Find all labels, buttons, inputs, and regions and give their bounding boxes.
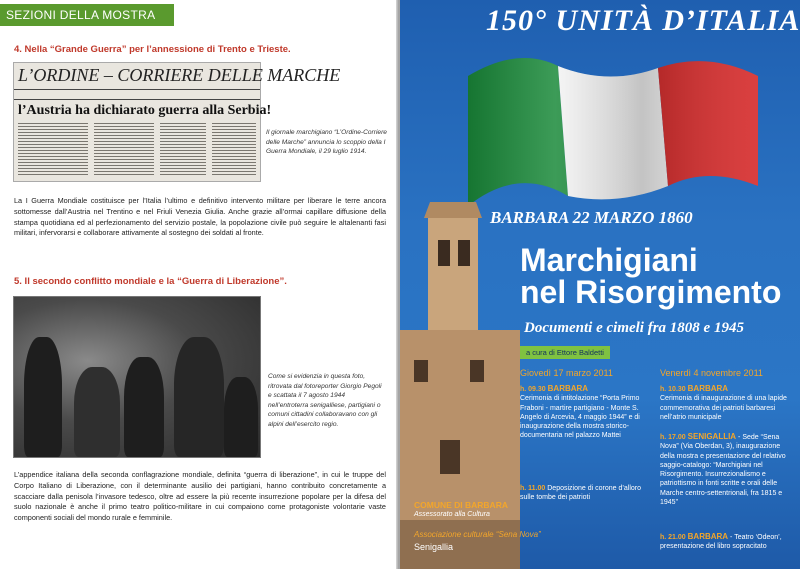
day-1-heading: Giovedì 17 marzo 2011 <box>520 368 613 378</box>
poster-top-title: 150° UNITÀ D’ITALIA <box>486 4 800 37</box>
comune-label: COMUNE DI BARBARA <box>414 500 508 510</box>
main-title-line-1: Marchigiani <box>520 242 698 278</box>
associazione-label: Associazione culturale “Sena Nova” <box>414 530 541 539</box>
section-4-heading: 4. Nella “Grande Guerra” per l’annessione di Trento e Trieste. <box>14 44 291 55</box>
poster-date-line: BARBARA 22 MARZO 1860 <box>490 208 693 227</box>
poster-subtitle: Documenti e cimeli fra 1808 e 1945 <box>524 320 744 336</box>
newspaper-caption: Il giornale marchigiano “L’Ordine-Corriere delle Marche” annuncia lo scoppio della I Guerra Mondiale, il 29 luglio 1914. <box>266 129 387 155</box>
paragraph-ww1: La I Guerra Mondiale costituisce per l’Italia l’ultimo e definitivo intervento militare per liberare le terre ancora sottomesse dall’Austria nel Trentino e nel Friuli Venezia Giulia. Anche grazie all’ormai capillare diffusione della stampa quotidiana ed al perfezionamento del servizio postale, la popolazione civile può seguire le altalenanti fasi militari, infervorarsi e collaborare attivamente al sostegno dei soldati al fronte. <box>14 196 386 238</box>
paragraph-ww2: L’appendice italiana della seconda conflagrazione mondiale, definita “guerra di liberazione”, in cui le truppe del Corpo Italiano di Liberazione, con il determinante ausilio dei partigiani, hanno contribuito concretamente a scacciare dalla penisola l’invasore tedesco, oltre ad essere la più recente insurrezione popolare per la difesa del suolo nazionale è anche il primo teatro politico-militare in cui compaiono come protagoniste volontarie vaste componenti sociali del mondo rurale e femminile. <box>14 470 386 523</box>
day-1-event-2: h. 11.00 Deposizione di corone d’alloro sulle tombe dei patrioti <box>520 485 642 502</box>
day-2-event-1: h. 10.30 BARBARA Cerimonia di inaugurazione di una lapide commemorativa dei patrioti barbaresi nell’atrio municipale <box>660 384 787 421</box>
assessorato-label: Assessorato alla Cultura <box>414 511 490 518</box>
main-title-line-2: nel Risorgimento <box>520 274 782 310</box>
curator-badge: a cura di Ettore Baldetti <box>520 346 610 359</box>
left-page <box>0 0 398 569</box>
poster-page <box>400 0 800 569</box>
day-2-heading: Venerdì 4 novembre 2011 <box>660 368 763 378</box>
photo-caption: Come si evidenzia in questa foto, ritrovata dal fotoreporter Giorgio Pegoli e scattata il 7 agosto 1944 nell’entroterra senigalliese, partigiani o comuni cittadini collaboravano con gli alpini dell’esercito regio. <box>268 373 382 428</box>
poster-main-title <box>520 244 781 308</box>
day-2-event-3: h. 21.00 BARBARA - Teatro ‘Odeon’, presentazione del libro sopracitato <box>660 532 782 551</box>
day-1-event-1: h. 09.30 BARBARA Cerimonia di intitolazione “Porta Primo Fraboni - martire partigiano - Monte S. Angelo di Arcevia, 4 maggio 1944” e di inaugurazione della mostra storico-documentaria nel palazzo Mattei <box>520 384 640 440</box>
newspaper-headline: l’Austria ha dichiarato guerra alla Serbia! <box>18 103 272 118</box>
senigallia-label: Senigallia <box>414 542 454 552</box>
section-tab: SEZIONI DELLA MOSTRA <box>0 4 174 26</box>
day-2-event-2: h. 17.00 SENIGALLIA - Sede “Sena Nova” (Via Oberdan, 3), inaugurazione della mostra e presentazione del relativo saggio-catalogo: “Marchigiani nel Risorgimento. Insurrezionalismo e patriottismo in fonti scritte e orali delle Marche centro-settentrionali, fra 1815 e 1945” <box>660 432 786 507</box>
italian-flag-image <box>458 46 766 206</box>
section-5-heading: 5. Il secondo conflitto mondiale e la “Guerra di Liberazione”. <box>14 276 287 287</box>
partisans-photo <box>13 296 261 458</box>
newspaper-masthead: L’ORDINE – CORRIERE DELLE MARCHE <box>18 65 341 85</box>
